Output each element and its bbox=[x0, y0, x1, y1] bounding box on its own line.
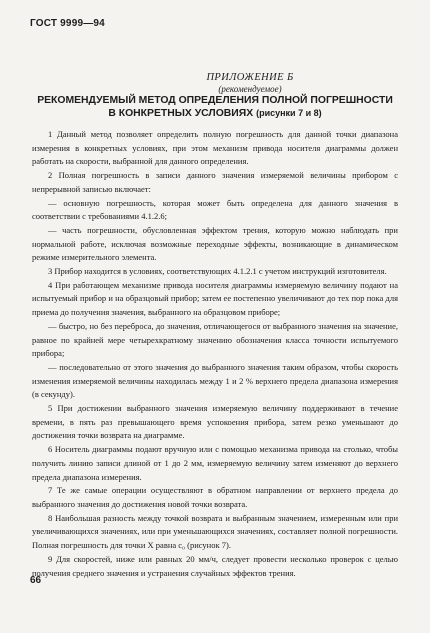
section-title bbox=[30, 95, 400, 120]
paragraph: 4 При работающем механизме привода носителя диаграммы измеряемую величину подают на испытуемый прибор и на образцовый прибор; затем ее постепенно увеличивают до тех пор пока для приема до получения значения, выбранного на образцовом приборе; bbox=[32, 279, 398, 318]
paragraph: 5 При достижении выбранного значения измеряемую величину поддерживают в течение времени, в пять раз превышающего время успокоения прибора, затем резко уменьшают до достижения точки возврата на диаграмме. bbox=[32, 403, 398, 441]
paragraph: 6 Носитель диаграммы подают вручную или с помощью механизма привода на столько, чтобы получить линию записи длиной от 1 до 2 мм, измеряемую величину затем изменяют до верхнего предела диапазона измерения. bbox=[32, 444, 398, 482]
section-title-figure-ref: (рисунки 7 и 8) bbox=[256, 108, 322, 118]
paragraph: 1 Данный метод позволяет определить полную погрешность для данной точки диапазона измерения в конкретных условиях, при этом механизм привода носителя диаграммы должен работать на скорости, выбранной для данного определения. bbox=[32, 129, 398, 167]
section-title-line1: РЕКОМЕНДУЕМЫЙ МЕТОД ОПРЕДЕЛЕНИЯ ПОЛНОЙ ПОГРЕШНОСТИ bbox=[37, 95, 393, 106]
paragraph: — быстро, но без переброса, до значения, отличающегося от выбранного значения на значение, равное по крайней мере четырехкратному значению обозначения класса точности испытуемого прибора; bbox=[32, 320, 398, 359]
paragraph: 2 Полная погрешность в записи данного значения измеряемой величины прибором с непрерывной записью включает: bbox=[32, 170, 398, 194]
appendix-heading bbox=[0, 72, 430, 94]
section-title-line2-text: В КОНКРЕТНЫХ УСЛОВИЯХ bbox=[108, 108, 254, 119]
page-number: 66 bbox=[30, 575, 42, 586]
paragraph: 7 Те же самые операции осуществляют в обратном направлении от верхнего предела до выбранного значения до достижения новой точки возврата. bbox=[32, 485, 398, 509]
paragraph: 9 Для скоростей, ниже или равных 20 мм/ч, следует провести несколько проверок с целью получения среднего значения и устранения случайных эффектов трения. bbox=[32, 553, 398, 578]
body-text bbox=[32, 128, 398, 580]
paragraph: 3 Прибор находится в условиях, соответствующих 4.1.2.1 с учетом инструкций изготовителя. bbox=[48, 266, 387, 277]
paragraph: 8 Наибольшая разность между точкой возврата и выбранным значением, измеренным или при увеличивающихся значениях, или при уменьшающихся значениях, составляет полной погрешности. Полная погрешность для точки X равна c₀ (рисунок 7). bbox=[32, 512, 398, 551]
section-title-line2 bbox=[30, 107, 400, 120]
paragraph: — основную погрешность, которая может быть определена для данного значения в соответствии с требованиями 4.1.2.6; bbox=[32, 197, 398, 222]
paragraph: — часть погрешности, обусловленная эффектом трения, которую можно наблюдать при нормальной работе, исключая возможные переходные эффекты, возникающие в динамическом режиме измерительного элемента. bbox=[32, 224, 398, 263]
appendix-title: ПРИЛОЖЕНИЕ Б bbox=[206, 72, 294, 83]
appendix-subtitle: (рекомендуемое) bbox=[218, 84, 282, 94]
paragraph: — последовательно от этого значения до выбранного значения таким образом, чтобы скорость изменения измеряемой величины находилась между 1 и 2 % верхнего предела диапазона измерения (в секунду). bbox=[32, 361, 398, 400]
standard-number: ГОСТ 9999—94 bbox=[30, 18, 105, 29]
